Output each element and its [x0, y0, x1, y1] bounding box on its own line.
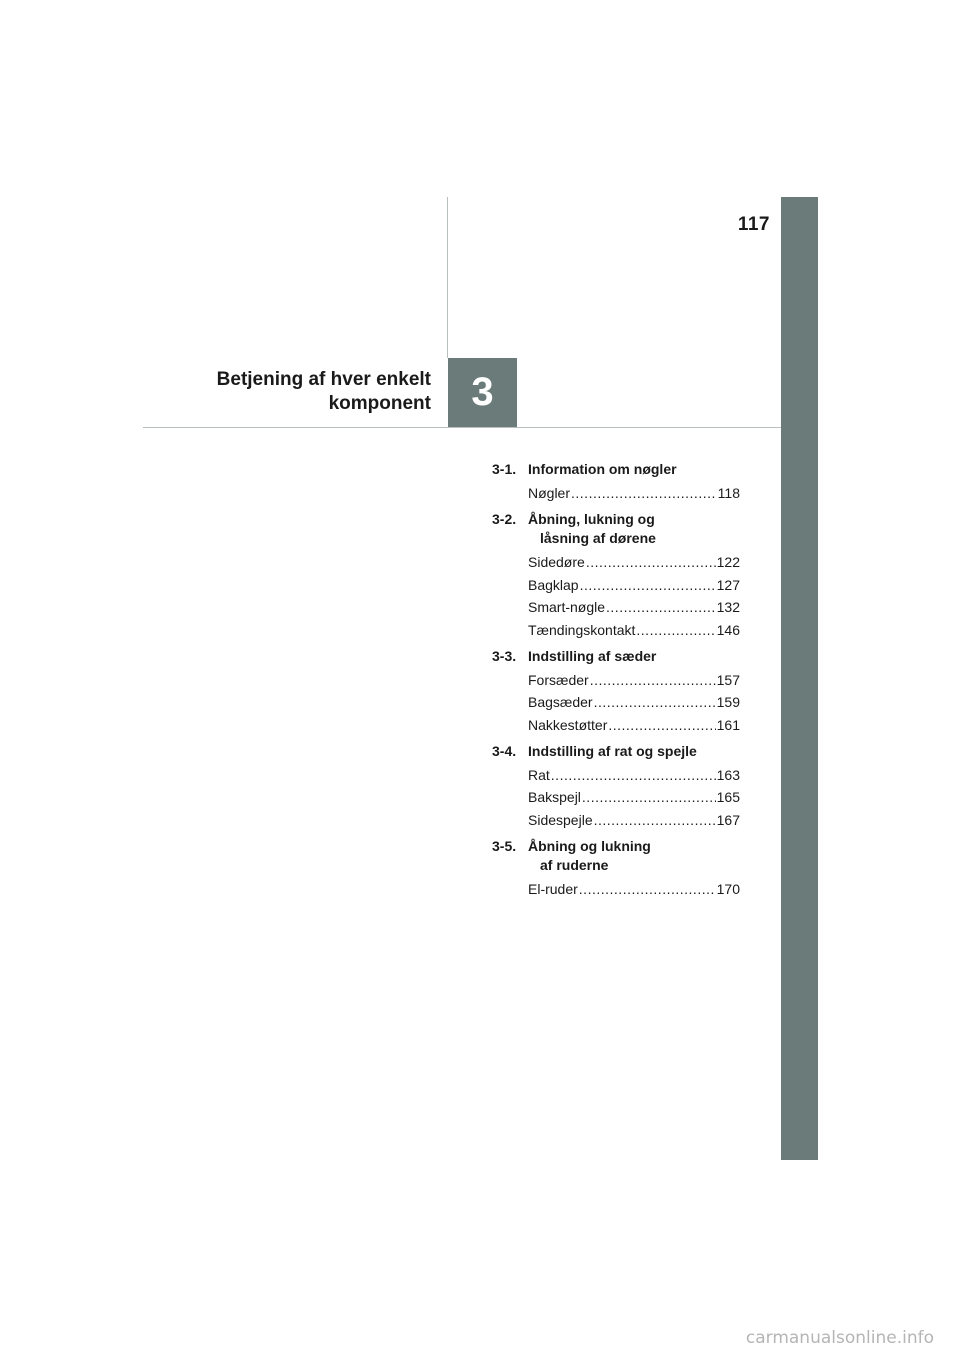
toc-section-number: 3-4.: [492, 742, 517, 759]
toc-section-title: [528, 742, 740, 761]
dot-leader: [590, 672, 716, 689]
toc-section-heading[interactable]: [492, 510, 740, 548]
toc-section-title-line1: Indstilling af rat og spejle: [528, 742, 697, 759]
toc-entry-page: 159: [716, 694, 740, 710]
toc-section: [492, 742, 740, 829]
toc-section-title: [528, 647, 740, 666]
toc-entry-name: Tændingskontakt: [528, 621, 636, 638]
toc-section-title-line2: af ruderne: [540, 856, 609, 873]
toc-entry-page: 167: [716, 811, 740, 828]
toc-entry[interactable]: [492, 577, 740, 594]
page-number: 117: [737, 214, 770, 235]
toc-entry-page: 132: [716, 599, 740, 615]
toc-entry-name: Smart-nøgle: [528, 599, 606, 615]
toc-entry-name: Nakkestøtter: [528, 716, 608, 733]
dot-leader: [580, 577, 716, 594]
chapter-number-box: 3: [448, 358, 517, 427]
chapter-title-line1: Betjening af hver enkelt: [216, 369, 431, 390]
toc-entry-name: Sidespejle: [528, 811, 593, 828]
dot-leader: [582, 789, 716, 806]
horizontal-divider: [143, 427, 781, 428]
toc-section-number: 3-1.: [492, 461, 517, 477]
dot-leader: [606, 599, 716, 616]
toc-section-heading[interactable]: [492, 460, 740, 479]
toc-entry-page: 170: [716, 880, 740, 897]
toc-entry[interactable]: [492, 622, 740, 639]
toc-entry-page: 146: [716, 621, 740, 638]
chapter-title-line2: komponent: [328, 393, 431, 414]
toc-section-title: [528, 510, 740, 548]
toc-entry-name: Bakspejl: [528, 789, 581, 805]
toc-section-number: 3-5.: [492, 837, 517, 854]
toc-section-title-line1: Åbning og lukning: [528, 837, 651, 854]
toc-entry-name: Bagklap: [528, 576, 579, 593]
toc-entry[interactable]: [492, 789, 740, 806]
dot-leader: [594, 812, 716, 829]
toc-entry[interactable]: [492, 694, 740, 711]
toc-entry-page: 127: [716, 576, 740, 593]
dot-leader: [586, 554, 716, 571]
toc-entry[interactable]: [492, 812, 740, 829]
chapter-side-tab: [781, 197, 818, 1160]
toc-entry[interactable]: [492, 881, 740, 898]
toc-section-title: [528, 460, 740, 479]
dot-leader: [579, 881, 716, 898]
toc-entry-page: 118: [717, 485, 740, 501]
toc-entry-page: 165: [716, 789, 740, 805]
toc-entry[interactable]: [492, 554, 740, 571]
toc-entry-page: 161: [716, 716, 740, 733]
toc-section-title-line1: Information om nøgler: [528, 461, 677, 477]
toc-section: [492, 510, 740, 639]
dot-leader: [551, 767, 716, 784]
toc-entry[interactable]: [492, 599, 740, 616]
vertical-divider: [447, 197, 448, 358]
toc-section: [492, 837, 740, 898]
toc-entry-page: 122: [716, 554, 740, 570]
dot-leader: [571, 485, 717, 502]
toc-section-title-line1: Åbning, lukning og: [528, 511, 655, 527]
toc-entry-name: Rat: [528, 766, 550, 783]
toc-section-number: 3-2.: [492, 511, 517, 527]
dot-leader: [594, 694, 716, 711]
table-of-contents: [492, 460, 740, 906]
toc-entry-name: Bagsæder: [528, 694, 593, 710]
toc-entry-page: 157: [716, 671, 740, 688]
toc-entry-page: 163: [716, 766, 740, 783]
toc-section-heading[interactable]: [492, 837, 740, 875]
toc-entry[interactable]: [492, 767, 740, 784]
toc-entry-name: Sidedøre: [528, 554, 585, 570]
toc-entry-name: Forsæder: [528, 671, 589, 688]
toc-entry[interactable]: [492, 672, 740, 689]
toc-section-number: 3-3.: [492, 647, 517, 664]
toc-entry-name: El-ruder: [528, 880, 578, 897]
toc-entry-name: Nøgler: [528, 485, 571, 501]
chapter-title: [131, 368, 431, 416]
toc-section-heading[interactable]: [492, 742, 740, 761]
watermark: carmanualsonline.info: [745, 1328, 934, 1348]
toc-entry[interactable]: [492, 717, 740, 734]
toc-section-title-line1: Indstilling af sæder: [528, 647, 657, 664]
toc-section-heading[interactable]: [492, 647, 740, 666]
toc-section-title: [528, 837, 740, 875]
toc-section: [492, 647, 740, 734]
toc-section-title-line2: låsning af dørene: [540, 530, 656, 546]
dot-leader: [636, 622, 715, 639]
toc-section: [492, 460, 740, 502]
toc-entry[interactable]: [492, 485, 740, 502]
dot-leader: [608, 717, 715, 734]
